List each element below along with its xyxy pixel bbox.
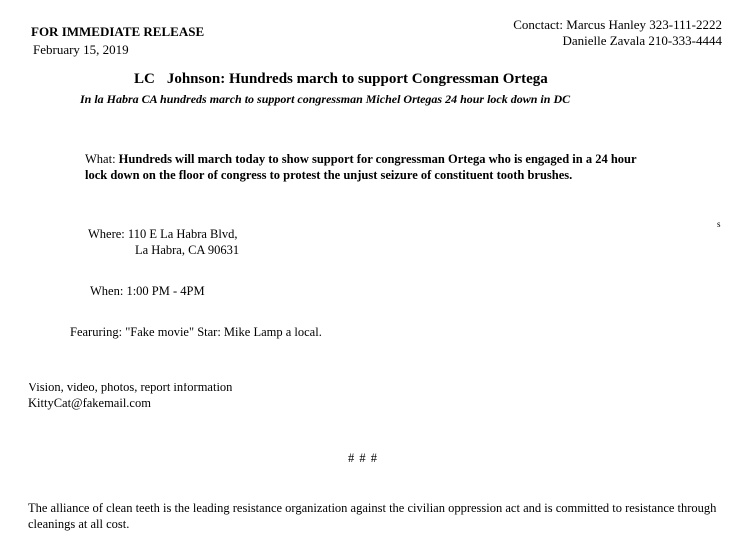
- where-line-2: La Habra, CA 90631: [135, 243, 240, 257]
- what-paragraph: [85, 151, 645, 183]
- when-text: 1:00 PM - 4PM: [126, 284, 205, 298]
- end-separator: # # #: [348, 451, 378, 465]
- featuring-block: [70, 325, 322, 340]
- headline: [134, 71, 548, 88]
- what-label: What:: [85, 152, 116, 166]
- media-email: KittyCat@fakemail.com: [28, 396, 151, 410]
- headline-prefix: LC: [134, 71, 155, 87]
- release-label: FOR IMMEDIATE RELEASE: [31, 24, 205, 39]
- featuring-label: Fearuring:: [70, 325, 123, 339]
- where-label: Where:: [88, 227, 125, 241]
- media-contact-block: [28, 383, 232, 411]
- media-info-line: Vision, video, photos, report information: [28, 383, 233, 394]
- when-label: When:: [90, 284, 124, 298]
- featuring-text: "Fake movie" Star: Mike Lamp a local.: [125, 325, 322, 339]
- headline-subtitle: In la Habra CA hundreds march to support congressman Michel Ortegas 24 hour lock down in DC: [80, 92, 571, 106]
- boilerplate-footer: The alliance of clean teeth is the leading resistance organization against the civilian oppression act and is committed to resistance through cleanings at all cost.: [28, 501, 717, 531]
- headline-title: Johnson: Hundreds march to support Congressman Ortega: [166, 71, 548, 87]
- stray-mark: s: [717, 219, 721, 229]
- what-text: Hundreds will march today to show support for congressman Ortega who is engaged in a 24 hour lock down on the floor of congress to protest the unjust seizure of constituent tooth brushes.: [85, 152, 637, 182]
- release-date: February 15, 2019: [33, 42, 129, 57]
- contact-block: [513, 17, 722, 49]
- contact-line-1: Conctact: Marcus Hanley 323-111-2222: [513, 17, 722, 32]
- when-block: [90, 284, 205, 299]
- contact-line-2: Danielle Zavala 210-333-4444: [562, 33, 722, 48]
- where-line-1: 110 E La Habra Blvd,: [127, 227, 238, 241]
- where-block: [88, 226, 239, 258]
